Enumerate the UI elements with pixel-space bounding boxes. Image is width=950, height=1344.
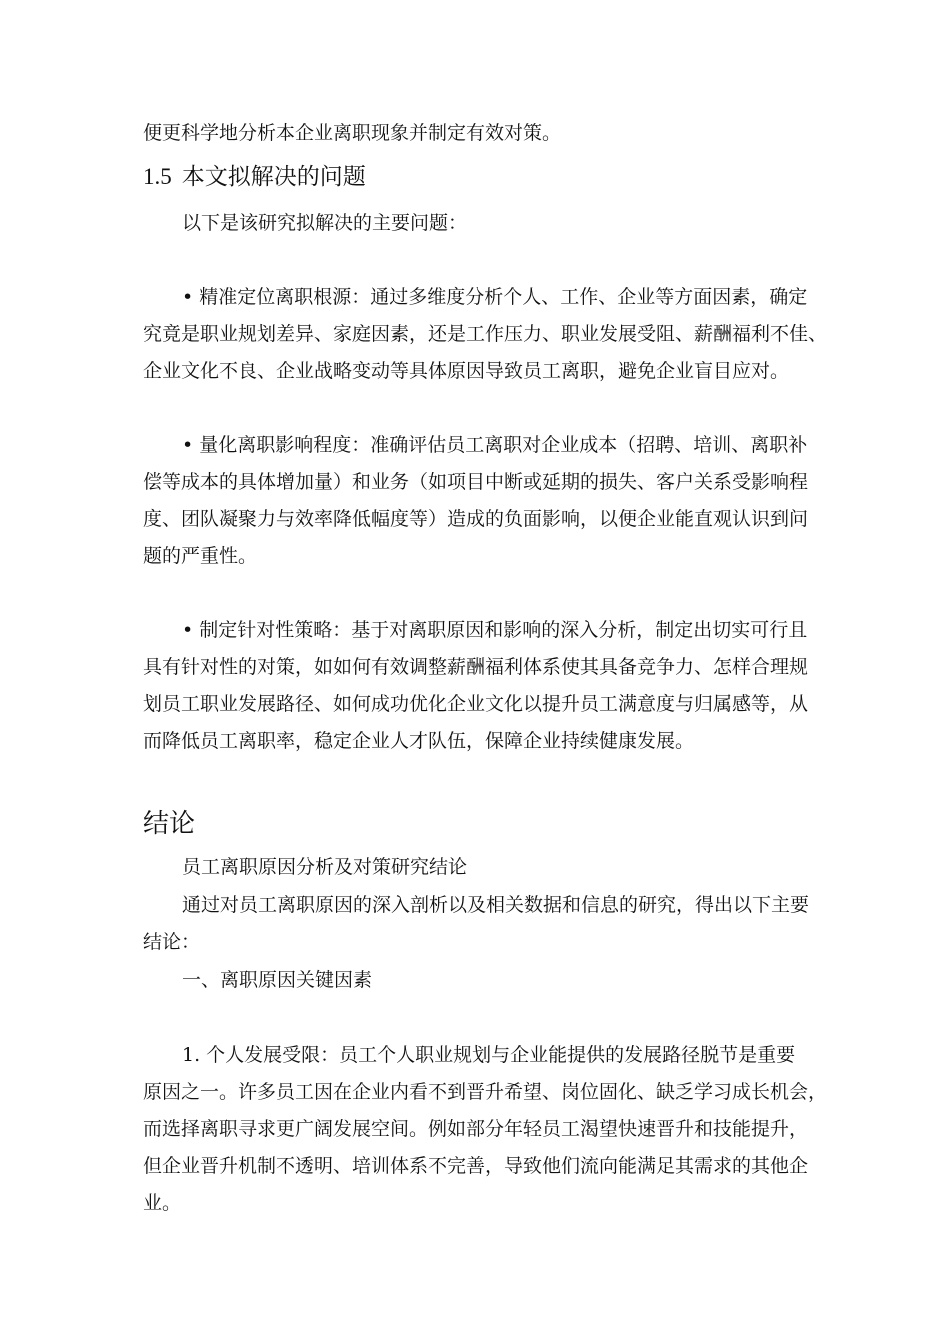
item-1-line-1: 1. 个人发展受限：员工个人职业规划与企业能提供的发展路径脱节是重要 bbox=[182, 1044, 796, 1066]
section-lead-text: 以下是该研究拟解决的主要问题： bbox=[182, 212, 468, 234]
conclusion-subtitle: 员工离职原因分析及对策研究结论 bbox=[182, 856, 468, 878]
bullet-3-line-1: • 制定针对性策略：基于对离职原因和影响的深入分析，制定出切实可行且 bbox=[182, 619, 808, 641]
part-one-heading: 一、离职原因关键因素 bbox=[182, 969, 373, 991]
item-1-line-3: 而选择离职寻求更广阔发展空间。例如部分年轻员工渴望快速晋升和技能提升， bbox=[143, 1118, 809, 1140]
bullet-2-line-2: 偿等成本的具体增加量）和业务（如项目中断或延期的损失、客户关系受影响程 bbox=[143, 471, 809, 493]
bullet-2-line-4: 题的严重性。 bbox=[143, 545, 258, 567]
bullet-1-line-1: • 精准定位离职根源：通过多维度分析个人、工作、企业等方面因素，确定 bbox=[182, 286, 808, 308]
bullet-3-line-3: 划员工职业发展路径、如何成功优化企业文化以提升员工满意度与归属感等，从 bbox=[143, 693, 809, 715]
intro-tail-text: 便更科学地分析本企业离职现象并制定有效对策。 bbox=[143, 122, 562, 144]
bullet-2-line-3: 度、团队凝聚力与效率降低幅度等）造成的负面影响，以便企业能直观认识到问 bbox=[143, 508, 809, 530]
bullet-1-line-3: 企业文化不良、企业战略变动等具体原因导致员工离职，避免企业盲目应对。 bbox=[143, 360, 790, 382]
bullet-3-line-4: 而降低员工离职率，稳定企业人才队伍，保障企业持续健康发展。 bbox=[143, 730, 695, 752]
conclusion-intro-line-1: 通过对员工离职原因的深入剖析以及相关数据和信息的研究，得出以下主要 bbox=[182, 894, 810, 916]
conclusion-heading: 结论 bbox=[143, 809, 196, 839]
bullet-1-line-2: 究竟是职业规划差异、家庭因素，还是工作压力、职业发展受阻、薪酬福利不佳、 bbox=[143, 323, 828, 345]
conclusion-intro-line-2: 结论： bbox=[143, 931, 201, 953]
bullet-2-line-1: • 量化离职影响程度：准确评估员工离职对企业成本（招聘、培训、离职补 bbox=[182, 434, 808, 456]
section-title: 本文拟解决的问题 bbox=[181, 164, 366, 190]
section-heading-1-5 bbox=[143, 162, 366, 192]
bullet-3-line-2: 具有针对性的对策，如如何有效调整薪酬福利体系使其具备竞争力、怎样合理规 bbox=[143, 656, 809, 678]
section-number: 1.5 bbox=[143, 164, 172, 189]
item-1-line-4: 但企业晋升机制不透明、培训体系不完善，导致他们流向能满足其需求的其他企 bbox=[143, 1155, 809, 1177]
item-1-line-2: 原因之一。许多员工因在企业内看不到晋升希望、岗位固化、缺乏学习成长机会， bbox=[143, 1081, 828, 1103]
item-1-line-5: 业。 bbox=[143, 1192, 182, 1214]
